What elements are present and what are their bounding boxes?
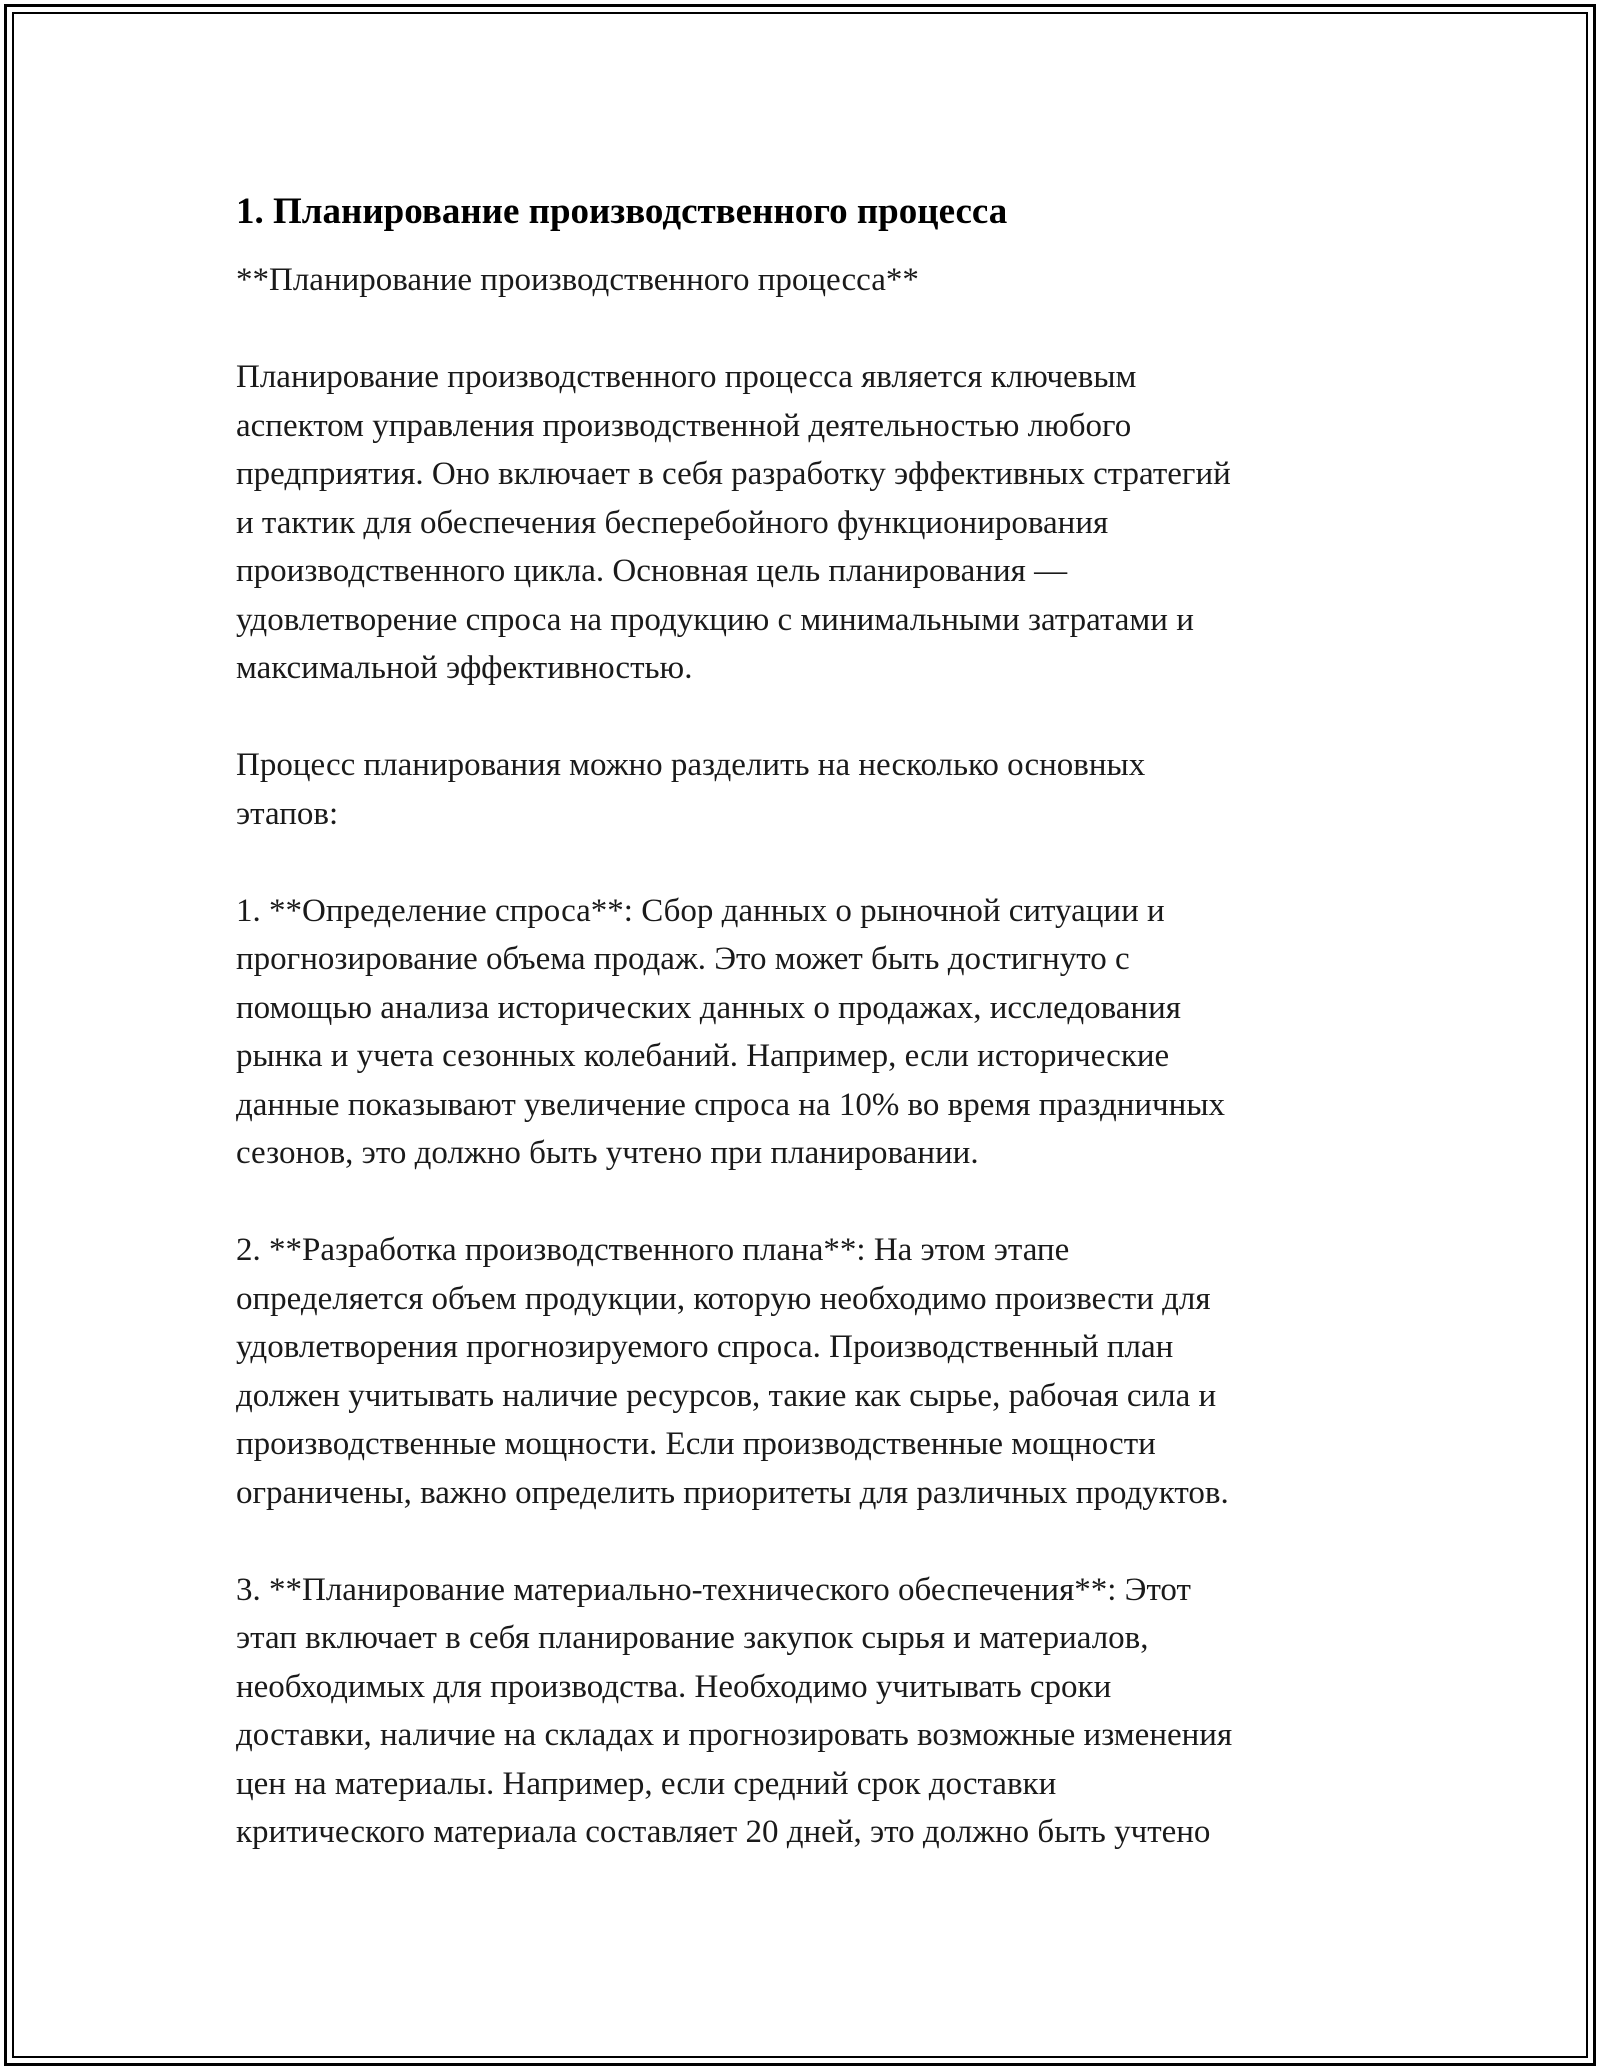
document-body: [236, 188, 1356, 1857]
stage-3-paragraph: 3. **Планирование материально-технического обеспечения**: Этот этап включает в себя планирование закупок сырья и материалов, необходимых для производства. Необходимо учитывать сроки доставки, наличие на складах и прогнозировать возможные изменения цен на материалы. Например, если средний срок доставки критического материала составляет 20 дней, это должно быть учтено: [236, 1571, 1233, 1850]
intro-paragraph: Планирование производственного процесса является ключевым аспектом управления производственной деятельностью любого предприятия. Оно включает в себя разработку эффективных стратегий и тактик для обеспечения бесперебойного функционирования производственного цикла. Основная цель планирования — удовлетворение спроса на продукцию с минимальными затратами и максимальной эффективностью.: [236, 359, 1231, 686]
stage-1-paragraph: 1. **Определение спроса**: Сбор данных о рыночной ситуации и прогнозирование объема продаж. Это может быть достигнуто с помощью анализа исторических данных о продажах, исследования рынка и учета сезонных колебаний. Например, если исторические данные показывают увеличение спроса на 10% во время праздничных сезонов, это должно быть учтено при планировании.: [236, 892, 1225, 1171]
stage-2-paragraph: 2. **Разработка производственного плана**: На этом этапе определяется объем продукции, которую необходимо произвести для удовлетворения прогнозируемого спроса. Производственный план должен учитывать наличие ресурсов, такие как сырье, рабочая сила и производственные мощности. Если производственные мощности ограничены, важно определить приоритеты для различных продуктов.: [236, 1232, 1229, 1511]
bold-subtitle-paragraph: **Планирование производственного процесса**: [236, 262, 919, 298]
stages-intro-paragraph: Процесс планирования можно разделить на несколько основных этапов:: [236, 747, 1146, 832]
section-heading: 1. Планирование производственного процесса: [236, 191, 1008, 232]
